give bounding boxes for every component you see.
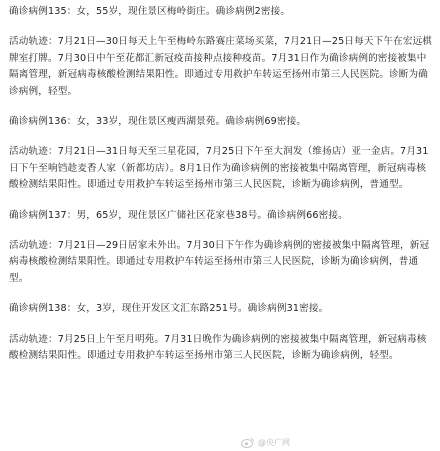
case-135-itinerary: 活动轨迹：7月21日—30日每天上午至梅岭东路赛庄菜场买菜，7月21日—25日每天下午在宏远棋牌室打牌。7月30日中午至花都汇新冠疫苗接种点接种疫苗。7月31日作为确诊病例的密接被集中隔离管理，新冠病毒核酸检测结果阳性。即通过专用救护车转运至扬州市第三人民医院。诊断为确诊病例，轻型。 bbox=[9, 36, 433, 97]
weibo-icon bbox=[241, 437, 255, 448]
case-137-header: 确诊病例137：男，65岁，现住景区广储社区花家巷38号。确诊病例66密接。 bbox=[9, 209, 348, 221]
watermark-text: @央广网 bbox=[258, 438, 290, 447]
watermark bbox=[241, 437, 290, 448]
case-136-itinerary: 活动轨迹：7月21日—31日每天至三星花园，7月25日下午至大润发（维扬店）亚一金店。7月31日下午至响铛趁麦香人家（新都坊店）。8月1日作为确诊病例的密接被集中隔离管理，新冠病毒核酸检测结果阳性。即通过专用救护车转运至扬州市第三人民医院，诊断为确诊病例，普通型。 bbox=[9, 146, 429, 191]
case-135-header: 确诊病例135：女，55岁，现住景区梅岭街庄。确诊病例2密接。 bbox=[9, 6, 291, 17]
case-136-header: 确诊病例136：女，33岁，现住景区瘦西湖景苑。确诊病例69密接。 bbox=[9, 116, 307, 128]
case-138-header: 确诊病例138：女，3岁，现住开发区文汇东路251号。确诊病例31密接。 bbox=[9, 303, 329, 315]
case-138-itinerary: 活动轨迹：7月25日上午至月明苑。7月31日晚作为确诊病例的密接被集中隔离管理，新冠病毒核酸检测结果阳性。即通过专用救护车转运至扬州市第三人民医院，诊断为确诊病例，轻型。 bbox=[9, 333, 427, 362]
case-137-itinerary: 活动轨迹：7月21日—29日居家未外出。7月30日下午作为确诊病例的密接被集中隔离管理，新冠病毒核酸检测结果阳性。即通过专用救护车转运至扬州市第三人民医院，诊断为确诊病例，普通型。 bbox=[9, 240, 430, 284]
